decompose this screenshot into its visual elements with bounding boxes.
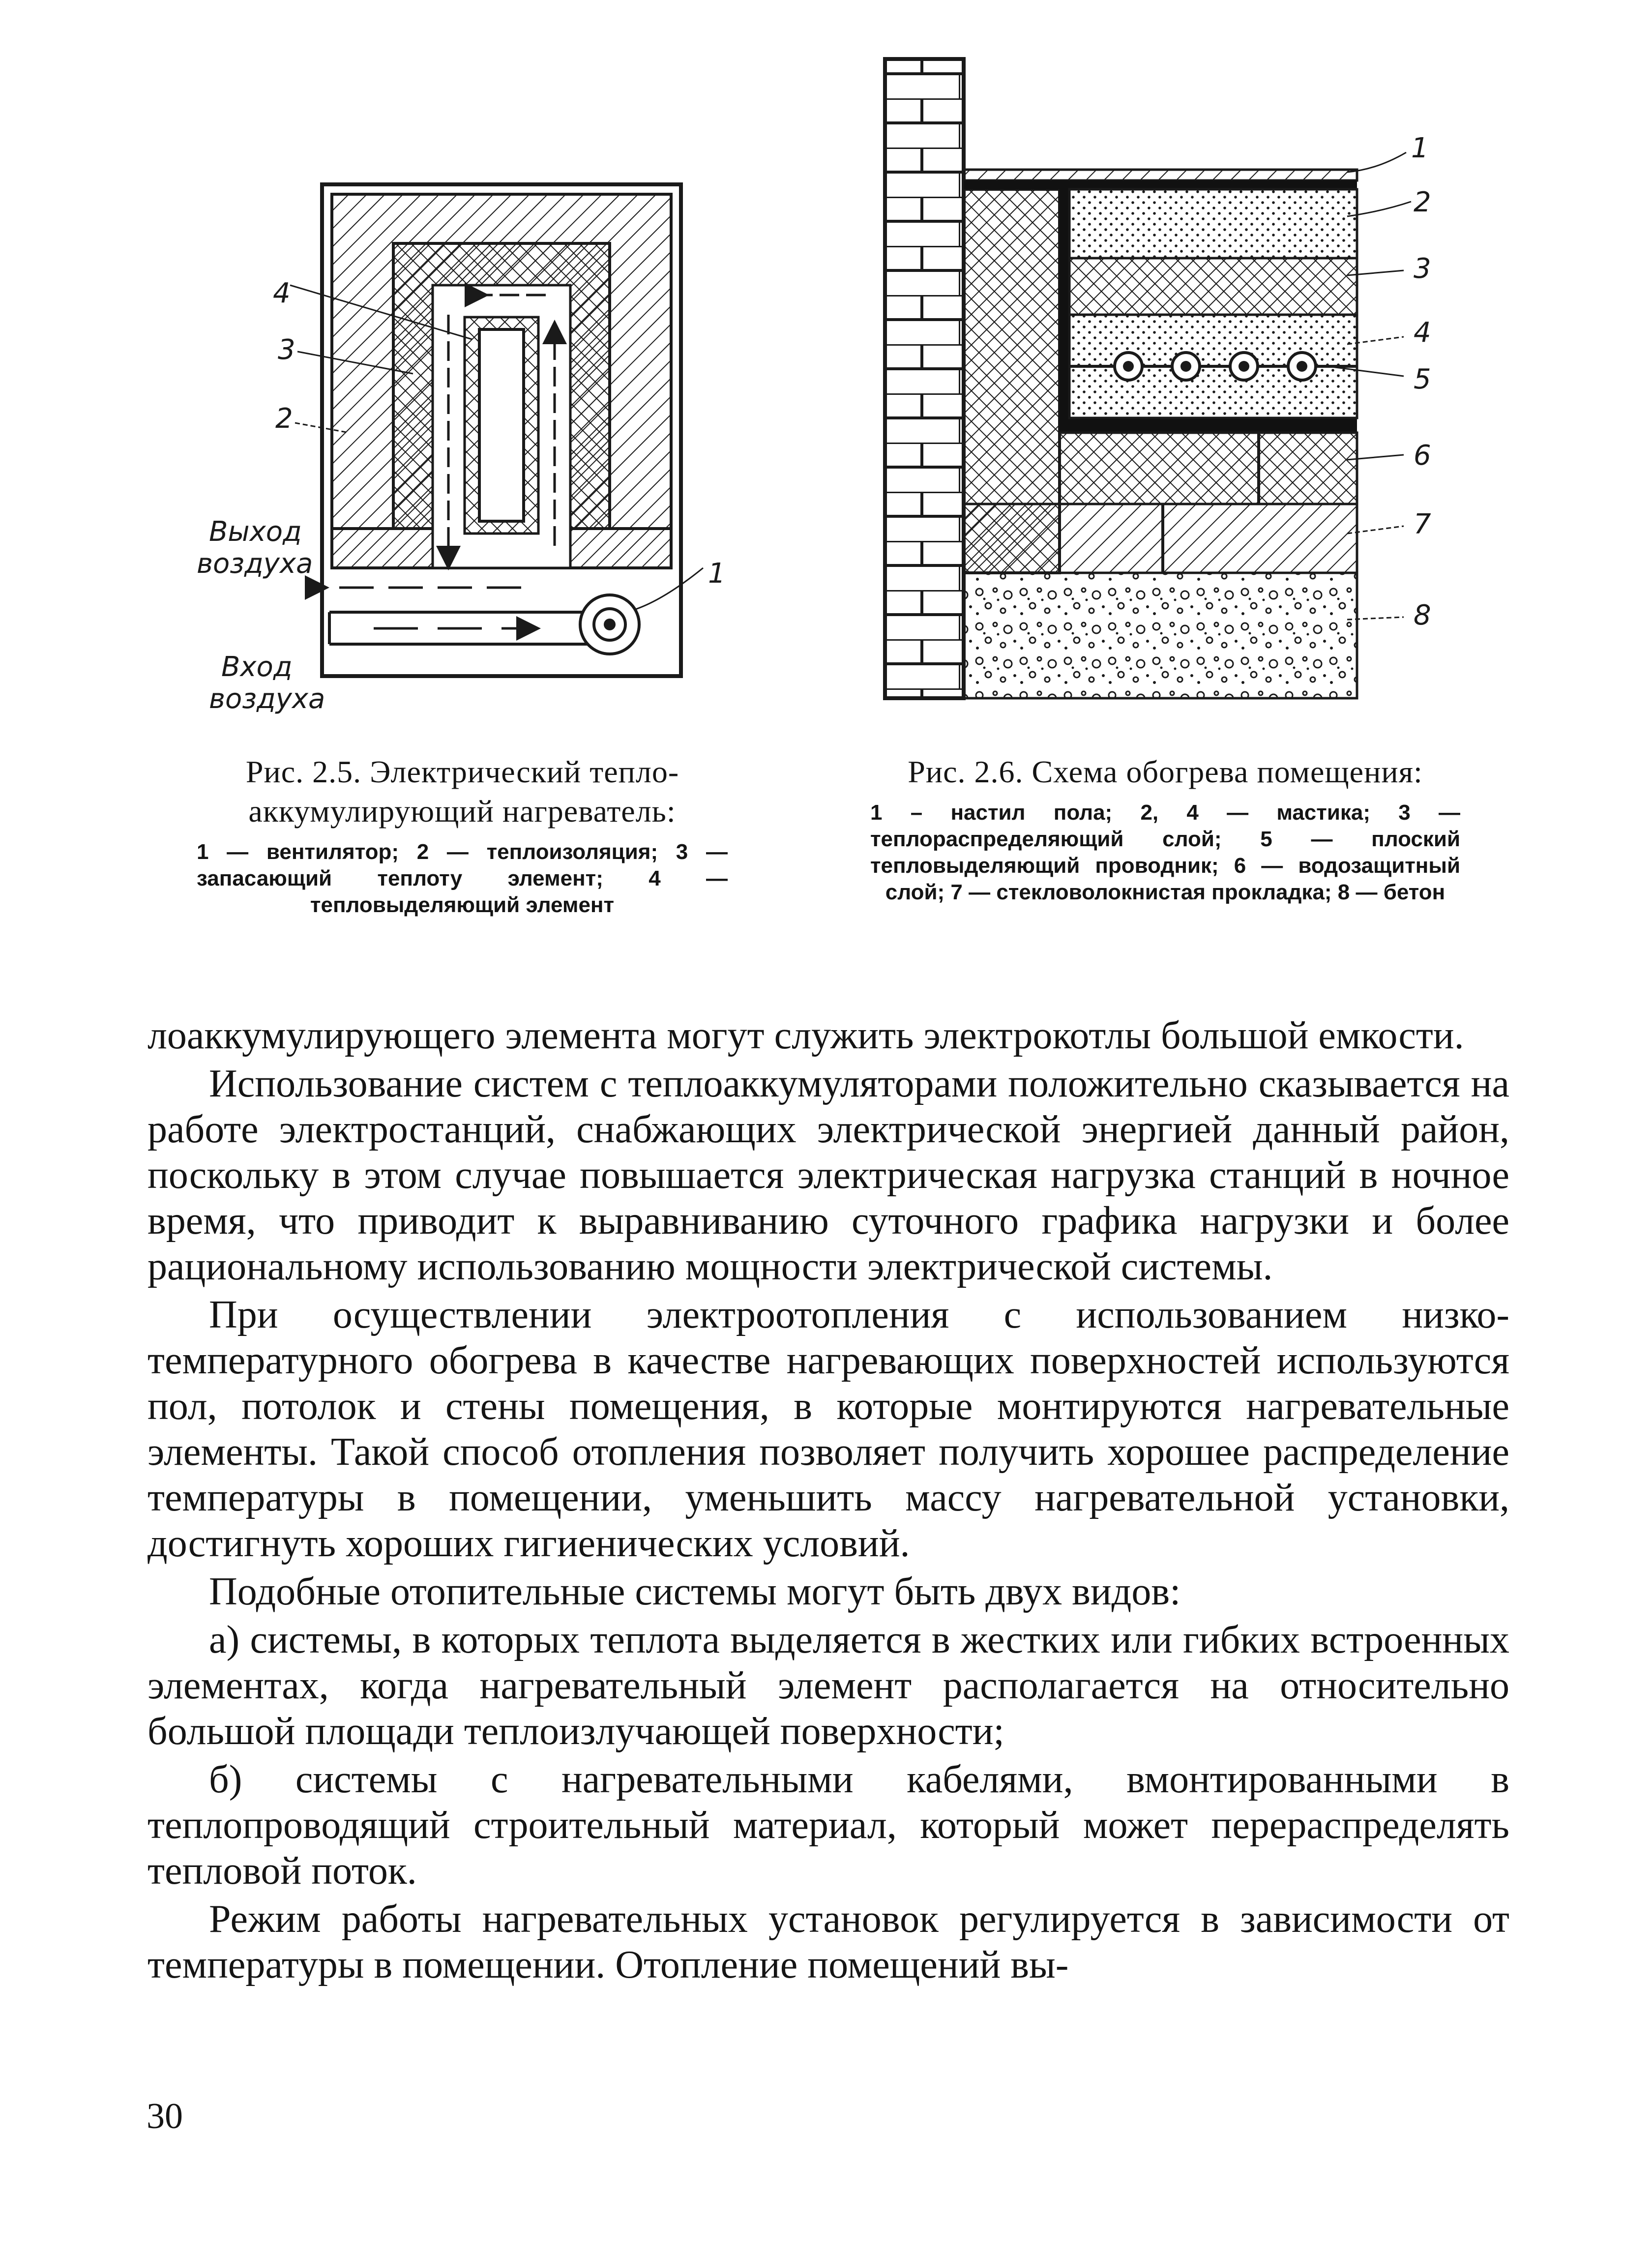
fig25-label-2: 2 [275, 403, 293, 435]
figure-2-6-floor-heating-diagram [875, 49, 1465, 713]
paragraph-1: лоаккумулирующего элемента могут служить электрокотлы большой емкости. [148, 1014, 1464, 1057]
fig26-label-5: 5 [1414, 363, 1431, 395]
figure-2-5-heater-diagram [187, 177, 747, 728]
figure-2-5-caption-legend: 1 — вентилятор; 2 — теплоизоляция; 3 — запасающий теплоту элемент; 4 — тепловыделяющий элемент [197, 840, 728, 917]
figure-2-6-caption [870, 752, 1460, 906]
figure-2-6-caption-legend: 1 – настил пола; 2, 4 — мастика; 3 — теплораспределяющий слой; 5 — плоский тепловыделяющий проводник; 6 — водозащитный слой; 7 — стекловолокнистая прокладка; 8 — бетон [870, 800, 1460, 904]
fig26-label-8: 8 [1414, 599, 1431, 631]
paragraph-7: Режим работы нагревательных установок регулируется в зависимости от температуры в помещении. Отопление помещений вы- [148, 1897, 1509, 1986]
fig26-label-7: 7 [1414, 508, 1431, 540]
fig25-label-4: 4 [273, 277, 291, 309]
fig25-label-air-out-1: Выход [209, 516, 302, 548]
figure-2-5-caption [197, 752, 728, 919]
figure-2-5-caption-title: Рис. 2.5. Электрический теплоаккумулирующий нагреватель: [245, 754, 679, 829]
fig26-label-6: 6 [1414, 440, 1431, 472]
page-number: 30 [147, 2096, 183, 2136]
paragraph-3: При осуществлении электроотопления с использованием низкотемпературного обогрева в качестве нагревающих поверхностей используются пол, потолок и стены помещения, в которые монтируются нагревательные элементы. Такой способ отопления позволяет получить хорошее распределение температуры в помещении, уменьшить массу нагревательной установки, достигнуть хороших гигиенических условий. [148, 1293, 1509, 1565]
fig25-label-1: 1 [708, 558, 726, 590]
fig25-label-air-in-2: воздуха [209, 683, 325, 715]
body-text [148, 1013, 1509, 1988]
paragraph-2: Использование систем с теплоаккумуляторами положительно сказывается на работе электростанций, снабжающих электрической энергией данный район, поскольку в этом случае повышается электрическая нагрузка станций в ночное время, что приводит к выравниванию суточного графика нагрузки и более рациональному использованию мощности электрической системы. [148, 1062, 1509, 1288]
fig26-label-4: 4 [1414, 317, 1431, 349]
fig26-label-2: 2 [1414, 186, 1431, 218]
figure-2-6-caption-title: Рис. 2.6. Схема обогрева помещения: [908, 754, 1423, 789]
fig25-label-air-in-1: Вход [221, 651, 293, 683]
fig26-label-1: 1 [1411, 132, 1429, 164]
fig25-label-air-out-2: воздуха [197, 548, 313, 580]
paragraph-6: б) системы с нагревательными кабелями, вмонтированными в теплопроводящий строительный материал, который может перераспределять тепловой поток. [148, 1758, 1509, 1893]
fig26-label-3: 3 [1414, 253, 1431, 285]
paragraph-5: а) системы, в которых теплота выделяется в жестких или гибких встроенных элементах, когда нагревательный элемент располагается на относительно большой площади теплоизлучающей поверхности; [148, 1618, 1509, 1753]
fig25-label-3: 3 [278, 334, 295, 366]
paragraph-4: Подобные отопительные системы могут быть двух видов: [209, 1570, 1181, 1613]
